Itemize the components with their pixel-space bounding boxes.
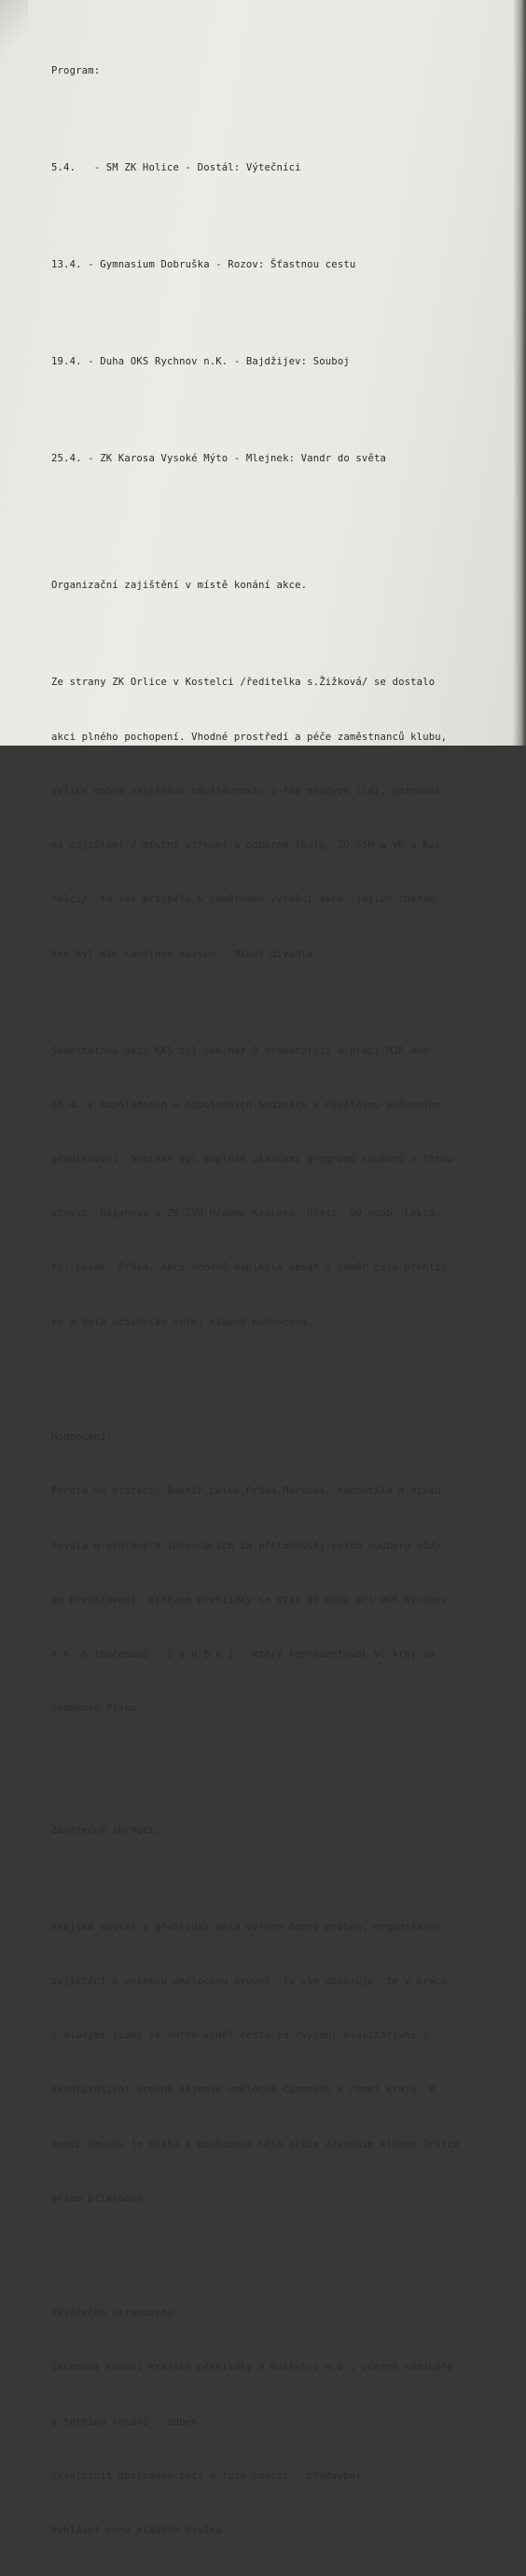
paragraph-line: tomto smyslu je snaha a pochopení této práce závodním klubem Orlice <box>51 2138 460 2150</box>
paragraph-line: n.K. s inscenací S o u b o j , který reprezentoval Vč kraj na <box>51 1648 436 1660</box>
program-item: 25.4. - ZK Karosa Vysoké Mýto - Mlejnek: Vandr do světa <box>51 452 387 464</box>
organizace-heading: Organizační zajištění v místě konání akce. <box>51 580 308 592</box>
program-item: 19.4. - Duha OKS Rychnov n.K. - Bajdžijev: Souboj <box>51 355 350 367</box>
paragraph-line: velice dobré zajištění návštěvnosti z řad mladých lidí, patronát- <box>51 785 448 797</box>
paragraph-line: s mladými lidmi je nutné vidět cestu za zvýšení kvalitativní i <box>51 2030 429 2042</box>
paragraph-line: telci/, to vše přispělo k záměrnému vyznění akce, jejích charak- <box>51 894 441 906</box>
paragraph-line: Ze strany ZK Orlice v Kostelci /ředitelka s.Žižková/ se dostalo <box>51 677 436 689</box>
paragraph-line: ři: Lelek, Průša. Akce vhodně doplnila obsah i záměr celé přehlíd- <box>51 1262 453 1274</box>
paragraph-line: Samostatnou akcí KKS byl seminář O dramaturgii a práci MJF dne <box>51 1045 429 1057</box>
paragraph-line: stovic, Bojanova a ZK ZVÚ Hradec Králové. Účast: 90 osob. Lekto- <box>51 1208 441 1220</box>
paragraph-line: Šrámkově Písku. <box>51 1703 143 1715</box>
ustanoveni-heading: Závěrečné ustanovení: <box>51 2308 180 2320</box>
hodnoceni-heading: Hodnocení: <box>51 1432 113 1444</box>
paragraph-line: Vyhlásit cenu mladého diváka. <box>51 2525 228 2537</box>
shrnuti-heading: Závěrečné shrnutí. <box>51 1824 161 1836</box>
paragraph-line: zajištění a vysokou uměleckou úroveň. To vše dokazuje, že v práci <box>51 1975 448 1987</box>
paragraph-line: 25.4. v dopoledních a odpoledních hodinách s návštěvou večerního <box>51 1099 441 1111</box>
paragraph-line: po představení. Vítězem přehlídky se stal DS Duha při OKS Rychnov <box>51 1594 448 1606</box>
page-edge-shadow <box>513 0 526 746</box>
paragraph-line: Zkvalitnit důslednou péči o tuto soutěž - předvýběr. <box>51 2470 368 2482</box>
paragraph-line: Zachovat konání krajské přehlídky v Kostelci n.O., včetně semináře <box>51 2362 453 2374</box>
paragraph-line: ky a byla účastníky velmi kladně hodnocena. <box>51 1316 313 1328</box>
program-item: 5.4. - SM ZK Holice - Dostál: Výtečníci <box>51 161 301 173</box>
paragraph-line: akci plného pochopení. Vhodné prostředí a péče zaměstnanců klubu, <box>51 731 448 743</box>
paragraph-line: kvantitativní úrovně zájmové umělecké činnosti v rámci kraje. V <box>51 2084 436 2096</box>
paper-corner-shade <box>0 0 28 56</box>
typewritten-text <box>51 26 499 2576</box>
program-heading: Program: <box>51 64 101 76</box>
paragraph-line: ní zajištění / místní střední a odborné školy, ZO SSM a VŮ v Kos- <box>51 840 448 852</box>
paragraph-line: přímo příkladné. <box>51 2192 149 2204</box>
program-item: 13.4. - Gymnasium Dobruška - Rozov: Šťastnou cestu <box>51 258 356 270</box>
paragraph-line: představení. Seminář byl doplněn ukázkami programů souborů z Chrou- <box>51 1153 460 1165</box>
paragraph-line: tovala o sehraných inscenacích za přítomnosti celho souboru vždy <box>51 1540 441 1552</box>
paragraph-line: Porota ve složení: Bahník,Lelek,Průša,Marková, hodnotila a disku- <box>51 1486 448 1498</box>
paragraph-line: ter byl dán samotným názvem - Mladé divadlo. <box>51 948 320 960</box>
paragraph-line: a termínu konání - duben. <box>51 2416 204 2428</box>
paragraph-line: Krajská soutěž i přehlídka měla velice dobrý průběh, organizační <box>51 1921 441 1933</box>
